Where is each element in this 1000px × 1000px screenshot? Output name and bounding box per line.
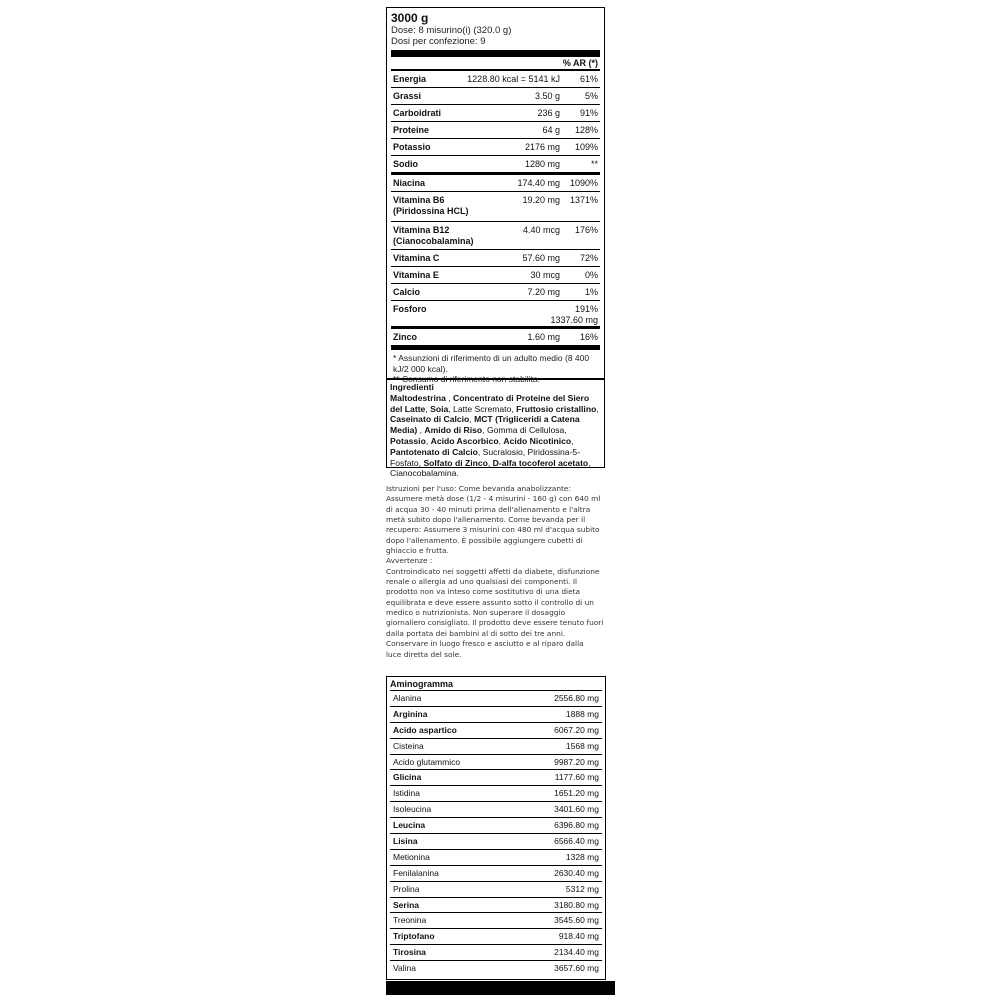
amino-row: [390, 690, 602, 706]
nutrient-percent: 72%: [579, 253, 598, 263]
nutrient-percent: 176%: [574, 225, 598, 235]
nutrient-percent: 109%: [574, 142, 598, 152]
nutrient-amount: 2176 mg: [524, 142, 560, 152]
ingredient-text: ,: [571, 435, 574, 446]
nutrient-row: [391, 326, 600, 345]
nutrition-table: [386, 7, 605, 384]
nutrient-row: [391, 266, 600, 283]
ingredient-text: ,: [487, 457, 493, 468]
nutrient-amount: 1337.60 mg: [550, 315, 598, 325]
nutrient-name: Grassi: [393, 91, 422, 101]
amino-row: [390, 960, 602, 976]
amino-acid-table: [386, 676, 606, 980]
nutrient-percent: 91%: [579, 108, 598, 118]
nutrient-percent: 191%: [574, 304, 598, 314]
amino-row: [390, 722, 602, 738]
amino-name: Acido aspartico: [393, 724, 457, 735]
ingredient-text: , Cianocobalamina.: [390, 457, 591, 479]
amino-name: Alanina: [393, 693, 422, 703]
ingredient-highlight: Fruttosio cristallino: [516, 403, 597, 414]
reference-intake-header: % AR (*): [391, 50, 600, 69]
nutrient-percent: 1090%: [569, 178, 598, 188]
package-weight: 3000 g: [391, 11, 429, 25]
footnote-not-established: ** Consumo di riferimento non stabilita.: [393, 374, 540, 384]
amino-row: [390, 833, 602, 849]
amino-row: [390, 865, 602, 881]
ingredient-text: ,: [425, 435, 431, 446]
nutrient-amount: 4.40 mcg: [522, 225, 560, 235]
nutrient-row: [391, 221, 600, 249]
nutrient-amount: 236 g: [537, 108, 560, 118]
ingredient-highlight: Maltodestrina: [390, 392, 446, 403]
nutrient-name: Carboidrati: [393, 108, 442, 118]
nutrient-amount: 1.60 mg: [527, 332, 560, 342]
nutrient-percent: 5%: [584, 91, 598, 101]
bottom-bar: [386, 981, 615, 995]
amino-value: 3657.60 mg: [554, 963, 599, 974]
nutrient-name: Energia: [393, 74, 427, 84]
nutrient-name: Proteine: [393, 125, 430, 135]
nutrient-amount: 1280 mg: [524, 159, 560, 169]
amino-value: 9987.20 mg: [554, 756, 599, 767]
nutrient-name: Niacina: [393, 178, 426, 188]
amino-row: [390, 849, 602, 865]
nutrient-percent: 16%: [579, 332, 598, 342]
amino-value: 6067.20 mg: [554, 724, 599, 735]
ingredient-text: ,: [498, 435, 504, 446]
ingredient-text: ,: [596, 403, 599, 414]
amino-value: 3401.60 mg: [554, 804, 599, 815]
amino-name: Acido glutammico: [393, 756, 461, 767]
dose-info: Dose: 8 misurino(i) (320.0 g): [391, 25, 512, 36]
nutrient-percent: 1371%: [569, 195, 598, 205]
amino-name: Valina: [393, 963, 416, 974]
amino-value: 1177.60 mg: [554, 772, 599, 783]
nutrient-name: Vitamina B12 (Cianocobalamina): [393, 225, 474, 246]
amino-value: 5312 mg: [565, 883, 599, 894]
nutrient-amount: 64 g: [542, 125, 560, 135]
amino-row: [390, 738, 602, 754]
amino-name: Serina: [393, 899, 419, 910]
amino-name: Isoleucina: [393, 804, 432, 815]
ingredient-highlight: Soia: [430, 403, 449, 414]
amino-row: [390, 912, 602, 928]
nutrient-values: [550, 304, 598, 326]
ingredient-text: ,: [469, 414, 475, 425]
usage-instructions: Istruzioni per l'uso: Come bevanda anabolizzante: Assumere metà dose (1/2 - 4 misurini - 160 g) con 640 ml di acqua 30 - 40 minuti prima dell'allenamento e l'altra metà subito dopo l'allenamento. Come bevanda per il recupero: Assumere 3 misurini con 480 ml d'acqua subito dopo l'allenamento. È possibile aggiungere cubetti di ghiaccio e frutta. Avvertenze : Controindicato nei soggetti affetti da diabete, disfunzione renale o allergia ad uno qualsiasi dei componenti. Il prodotto non va inteso come sostitutivo di una dieta equilibrata e deve essere assunto sotto il controllo di un medico o nutrizionista. Non superare il dosaggio giornaliero consigliato. Il prodotto deve essere tenuto fuori dalla portata dei bambini al di sotto dei tre anni. Conservare in luogo fresco e asciutto e al riparo dalla luce diretta del sole.: [386, 484, 604, 659]
amino-name: Fenilalanina: [393, 867, 439, 878]
nutrient-row: [391, 172, 600, 191]
nutrient-amount: 19.20 mg: [522, 195, 560, 205]
amino-value: 2134.40 mg: [554, 947, 599, 958]
nutrient-row: [391, 249, 600, 266]
nutrient-percent: 1%: [584, 287, 598, 297]
amino-name: Treonina: [393, 915, 427, 926]
nutrient-row: [391, 191, 600, 221]
amino-value: 2630.40 mg: [554, 867, 599, 878]
amino-row: [390, 706, 602, 722]
nutrient-amount: 57.60 mg: [522, 253, 560, 263]
nutrient-name: Vitamina B6 (Piridossina HCL): [393, 195, 469, 216]
ingredient-highlight: Amido di Riso: [424, 425, 483, 436]
amino-name: Lisina: [393, 836, 418, 847]
nutrient-row: [391, 155, 600, 172]
amino-row: [390, 817, 602, 833]
nutrient-percent: 0%: [584, 270, 598, 280]
servings-info: Dosi per confezione: 9: [391, 36, 486, 47]
amino-name: Arginina: [393, 708, 428, 719]
footnote-reference-intake: * Assunzioni di riferimento di un adulto medio (8 400 kJ/2 000 kcal).: [393, 353, 590, 374]
amino-value: 1651.20 mg: [554, 788, 599, 799]
nutrient-amount: 30 mcg: [530, 270, 560, 280]
amino-value: 6566.40 mg: [554, 836, 599, 847]
nutrient-amount: 174.40 mg: [517, 178, 560, 188]
ingredient-highlight: Solfato di Zinco: [423, 457, 488, 468]
amino-value: 6396.80 mg: [554, 820, 599, 831]
nutrient-name: Sodio: [393, 159, 418, 169]
ingredient-highlight: Potassio: [390, 435, 426, 446]
nutrient-amount: 3.50 g: [534, 91, 560, 101]
ingredient-text: , Sucralosio, Piridossina-5-Fosfato,: [390, 446, 581, 468]
amino-value: 1568 mg: [565, 740, 599, 751]
ingredient-text: ,: [445, 392, 454, 403]
nutrient-percent: 61%: [579, 74, 598, 84]
nutrient-amount: 7.20 mg: [527, 287, 560, 297]
amino-row: [390, 754, 602, 770]
ingredient-highlight: Caseinato di Calcio: [390, 414, 470, 425]
ingredient-text: ,: [425, 403, 431, 414]
amino-name: Triptofano: [393, 931, 435, 942]
amino-row: [390, 928, 602, 944]
ingredients-box: [386, 379, 605, 479]
amino-value: 918.40 mg: [558, 931, 599, 942]
amino-name: Prolina: [393, 883, 420, 894]
amino-row: [390, 881, 602, 897]
nutrient-row: [391, 121, 600, 138]
ingredient-highlight: MCT (Trigliceridi a Catena Media): [390, 414, 580, 436]
ingredient-highlight: Concentrato di Proteine del Siero del Latte: [390, 392, 590, 414]
ingredient-highlight: Pantotenato di Calcio: [390, 446, 478, 457]
amino-row: [390, 944, 602, 960]
ingredient-text: , Gomma di Cellulosa,: [482, 425, 567, 436]
nutrient-name: Potassio: [393, 142, 431, 152]
nutrient-amount: 1228.80 kcal = 5141 kJ: [467, 74, 560, 84]
amino-value: 1328 mg: [565, 851, 599, 862]
amino-row: [390, 801, 602, 817]
amino-row: [390, 785, 602, 801]
nutrient-row: [391, 104, 600, 121]
nutrient-name: Calcio: [393, 287, 421, 297]
amino-value: 2556.80 mg: [554, 693, 599, 703]
amino-name: Cisteina: [393, 740, 424, 751]
ingredient-highlight: D-alfa tocoferol acetato: [492, 457, 589, 468]
amino-row: [390, 897, 602, 913]
nutrient-row: [391, 300, 600, 326]
ingredient-text: , Latte Scremato,: [448, 403, 517, 414]
nutrient-percent: **: [590, 159, 598, 169]
ingredient-highlight: Acido Nicotinico: [503, 435, 572, 446]
amino-name: Istidina: [393, 788, 420, 799]
nutrient-percent: 128%: [574, 125, 598, 135]
nutrient-row: [391, 138, 600, 155]
ingredient-highlight: Acido Ascorbico: [430, 435, 499, 446]
nutrient-name: Fosforo: [393, 304, 427, 314]
ingredient-text: ,: [417, 425, 425, 436]
nutrient-name: Vitamina E: [393, 270, 439, 280]
nutrient-name: Zinco: [393, 332, 417, 342]
nutrient-row: [391, 283, 600, 300]
amino-row: [390, 769, 602, 785]
amino-value: 1888 mg: [565, 708, 599, 719]
amino-heading: Aminogramma: [390, 679, 454, 689]
amino-name: Leucina: [393, 820, 426, 831]
nutrient-row: [391, 69, 600, 87]
amino-name: Metionina: [393, 851, 430, 862]
amino-name: Tirosina: [393, 947, 426, 958]
amino-value: 3545.60 mg: [554, 915, 599, 926]
nutrient-row: [391, 87, 600, 104]
amino-name: Glicina: [393, 772, 422, 783]
ingredients-text: [390, 393, 601, 479]
ingredients-heading: Ingredienti: [390, 382, 434, 392]
nutrient-name: Vitamina C: [393, 253, 440, 263]
amino-value: 3180.80 mg: [554, 899, 599, 910]
amino-rows: [390, 690, 602, 976]
